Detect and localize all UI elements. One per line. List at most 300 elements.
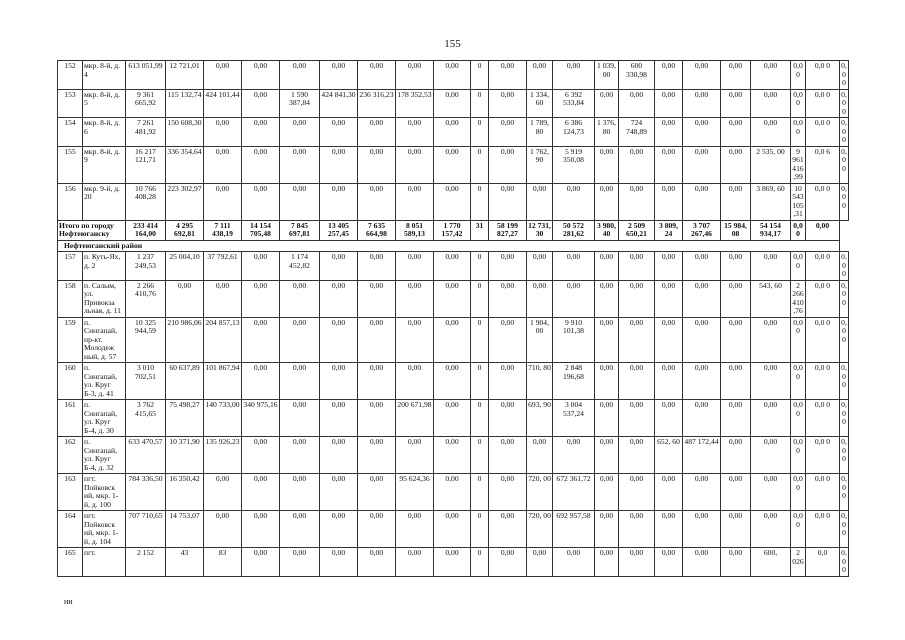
value-cell: 0,00: [721, 511, 751, 548]
value-cell: 0,00: [595, 400, 619, 437]
value-cell: 0,00: [320, 183, 358, 220]
value-cell: 0,00: [320, 511, 358, 548]
value-cell: 0,00: [242, 363, 280, 400]
value-cell: 0,00: [489, 146, 527, 183]
value-cell: 0,00: [434, 89, 471, 118]
address-cell: мкр. 8-й, д. 6: [83, 118, 126, 147]
value-cell: 0,00: [489, 363, 527, 400]
address-cell: мкр. 8-й, д. 5: [83, 89, 126, 118]
value-cell: 0,00: [396, 61, 434, 90]
value-cell: 0,00: [791, 252, 806, 281]
table-row: [58, 252, 849, 281]
row-number: 158: [58, 280, 83, 317]
value-cell: 1 039, 00: [595, 61, 619, 90]
value-cell: 0: [471, 437, 489, 474]
value-cell: 0,00: [721, 61, 751, 90]
value-cell: 720, 00: [527, 474, 553, 511]
address-cell: пгт. Пойковск ий, мкр. 1-й, д. 104: [83, 511, 126, 548]
value-cell: 14 753,07: [166, 511, 204, 548]
value-cell: 613 051,99: [126, 61, 166, 90]
page-number: 155: [444, 38, 461, 50]
value-cell: 0,00: [396, 511, 434, 548]
table-row: [58, 61, 849, 90]
value-cell: 0,00: [841, 89, 847, 116]
value-cell: 0,00: [721, 363, 751, 400]
address-cell: мкр. 9-й, д. 20: [83, 183, 126, 220]
value-cell: 0,00: [204, 183, 242, 220]
value-cell: 0,00: [595, 363, 619, 400]
value-cell: 0: [471, 511, 489, 548]
value-cell: 1 334, 60: [527, 89, 553, 118]
total-value-cell: 0,0 0: [791, 220, 806, 240]
value-cell: 0,00: [280, 363, 320, 400]
value-cell: 0,00: [434, 511, 471, 548]
value-cell: 0,00: [595, 183, 619, 220]
value-cell: 672 361,72: [553, 474, 595, 511]
value-cell: 0,00: [320, 317, 358, 363]
total-label: Итого по городу Нефтеюганску: [58, 220, 126, 240]
address-cell: пгт.: [83, 548, 126, 577]
value-cell: 0,00: [358, 548, 396, 577]
value-cell: 0,00: [721, 89, 751, 118]
value-cell: 0,00: [751, 118, 791, 147]
row-number: 162: [58, 437, 83, 474]
value-cell: 0,00: [840, 474, 849, 511]
value-cell: 135 926,23: [204, 437, 242, 474]
value-cell: 0,00: [721, 280, 751, 317]
value-cell: 0,00: [280, 548, 320, 577]
total-value-cell: 31: [471, 220, 489, 240]
value-cell: 0,00: [655, 118, 683, 147]
value-cell: 0,00: [358, 511, 396, 548]
value-cell: 0,00: [242, 474, 280, 511]
total-value-cell: 14 154 705,48: [242, 220, 280, 240]
address-cell: пгт. Пойковск ий, мкр. 1-й, д. 100: [83, 474, 126, 511]
value-cell: 2 535, 00: [751, 146, 791, 183]
value-cell: 0,00: [655, 61, 683, 90]
value-cell: 0,00: [242, 252, 280, 281]
value-cell: 543, 60: [751, 280, 791, 317]
value-cell: 0,00: [840, 317, 849, 363]
value-cell: 0,00: [396, 118, 434, 147]
value-cell: 0,00: [280, 317, 320, 363]
value-cell: 0,0: [806, 548, 840, 577]
value-cell: 1 904, 00: [527, 317, 553, 363]
value-cell: 600 330,98: [619, 61, 655, 90]
value-cell: 0,00: [791, 437, 806, 474]
value-cell: 0: [471, 363, 489, 400]
value-cell: 0: [471, 252, 489, 281]
value-cell: 0,00: [840, 280, 849, 317]
value-cell: 0: [471, 146, 489, 183]
value-cell: 0,00: [683, 183, 721, 220]
value-cell: 0,00: [751, 511, 791, 548]
value-cell: 0,00: [751, 474, 791, 511]
value-cell: 0,00: [434, 437, 471, 474]
value-cell: 0,00: [553, 183, 595, 220]
value-cell: 0: [471, 183, 489, 220]
total-value-cell: 4 295 692,81: [166, 220, 204, 240]
row-number: 165: [58, 548, 83, 577]
value-cell: 0,00: [489, 511, 527, 548]
total-value-cell: 12 731, 30: [528, 220, 551, 238]
value-cell: 25 004,10: [166, 252, 204, 281]
value-cell: 0,0 0: [806, 252, 840, 281]
total-value-cell: 0,00: [806, 220, 840, 240]
value-cell: 1 762, 90: [527, 146, 553, 183]
value-cell: 0,00: [280, 437, 320, 474]
register-table: [57, 60, 849, 577]
value-cell: 0: [471, 400, 489, 437]
value-cell: 0,00: [751, 363, 791, 400]
value-cell: 0,00: [204, 146, 242, 183]
value-cell: 0,00: [396, 280, 434, 317]
value-cell: 0,00: [655, 317, 683, 363]
value-cell: 0,00: [358, 252, 396, 281]
value-cell: 0,00: [721, 400, 751, 437]
value-cell: 2 266 410,76: [126, 280, 166, 317]
value-cell: 9 910 101,38: [553, 317, 595, 363]
value-cell: 0,00: [489, 252, 527, 281]
value-cell: 0,00: [320, 548, 358, 577]
address-cell: п. Сингапай, ул. Круг Б-3, д. 41: [83, 363, 126, 400]
value-cell: 178 352,53: [396, 89, 434, 118]
value-cell: 0,00: [553, 548, 595, 577]
value-cell: 0,00: [619, 183, 655, 220]
value-cell: 0,00: [751, 437, 791, 474]
section-row: [58, 240, 849, 252]
value-cell: 0,00: [553, 61, 595, 90]
value-cell: 0,00: [840, 146, 849, 183]
value-cell: 0,00: [655, 89, 683, 118]
value-cell: 693, 90: [527, 400, 553, 437]
value-cell: 0,00: [721, 146, 751, 183]
value-cell: 0,00: [527, 183, 553, 220]
value-cell: 336 354,64: [166, 146, 204, 183]
row-number: 153: [58, 89, 83, 118]
value-cell: 0,00: [320, 400, 358, 437]
value-cell: 0,00: [320, 61, 358, 90]
value-cell: 0,00: [595, 89, 619, 118]
value-cell: 0,00: [489, 437, 527, 474]
value-cell: 0,00: [396, 363, 434, 400]
total-value-cell: 3 809, 24: [655, 220, 683, 240]
value-cell: 0,00: [242, 280, 280, 317]
value-cell: 0,00: [619, 89, 655, 118]
value-cell: 43: [166, 548, 204, 577]
value-cell: 692 957,58: [553, 511, 595, 548]
value-cell: 0,00: [683, 61, 721, 90]
value-cell: 0,00: [489, 183, 527, 220]
value-cell: 633 470,57: [126, 437, 166, 474]
table-row: [58, 146, 849, 183]
section-title: Нефтеюганский район: [58, 240, 840, 252]
value-cell: 150 608,30: [166, 118, 204, 147]
value-cell: 0,00: [280, 400, 320, 437]
value-cell: 7 261 481,92: [126, 118, 166, 147]
row-number: 163: [58, 474, 83, 511]
value-cell: 1 174 452,82: [280, 252, 320, 281]
value-cell: 16 350,42: [166, 474, 204, 511]
value-cell: 10 371,90: [166, 437, 204, 474]
value-cell: 0,00: [751, 317, 791, 363]
value-cell: 0,00: [358, 317, 396, 363]
value-cell: 0,00: [204, 61, 242, 90]
value-cell: 0,00: [396, 252, 434, 281]
value-cell: 140 733,00: [204, 400, 242, 437]
table-row: [58, 474, 849, 511]
value-cell: 0,00: [841, 61, 847, 87]
value-cell: 0,00: [358, 280, 396, 317]
value-cell: 0,0 0: [806, 363, 840, 400]
value-cell: 707 710,65: [126, 511, 166, 548]
value-cell: 1 376, 80: [595, 118, 619, 147]
value-cell: 0,00: [840, 183, 849, 220]
value-cell: 0,00: [489, 280, 527, 317]
value-cell: 0,00: [320, 118, 358, 147]
value-cell: 600,: [751, 548, 791, 577]
value-cell: 0,00: [204, 474, 242, 511]
row-number: 156: [58, 183, 83, 220]
row-number: 152: [58, 61, 83, 90]
table-row: [58, 183, 849, 220]
value-cell: 0,00: [489, 317, 527, 363]
value-cell: 0,00: [320, 146, 358, 183]
value-cell: 0,00: [619, 146, 655, 183]
value-cell: 1 590 387,84: [280, 89, 320, 118]
address-cell: мкр. 8-й, д. 9: [83, 146, 126, 183]
value-cell: 0,00: [791, 511, 806, 548]
value-cell: 0,00: [655, 474, 683, 511]
value-cell: 0,00: [683, 317, 721, 363]
value-cell: 0,00: [683, 118, 721, 147]
value-cell: 3 869, 60: [751, 183, 791, 220]
value-cell: 0,00: [841, 118, 847, 144]
value-cell: 0,0 0: [806, 511, 840, 548]
value-cell: 0,00: [655, 548, 683, 577]
address-cell: п. Сингапай, ул. Круг Б-4, д. 30: [83, 400, 126, 437]
value-cell: 0,00: [791, 474, 806, 511]
value-cell: 0,00: [619, 317, 655, 363]
value-cell: 0,00: [791, 363, 806, 400]
value-cell: 0,00: [166, 280, 204, 317]
value-cell: 0,00: [320, 280, 358, 317]
table-row: [58, 317, 849, 363]
value-cell: 0,00: [527, 280, 553, 317]
value-cell: 0,00: [527, 548, 553, 577]
row-number: 160: [58, 363, 83, 400]
value-cell: 0,00: [434, 252, 471, 281]
value-cell: 0,00: [242, 183, 280, 220]
table-row: [58, 89, 849, 118]
value-cell: 0,00: [721, 474, 751, 511]
value-cell: 0,00: [721, 548, 751, 577]
value-cell: 0,00: [280, 474, 320, 511]
value-cell: 2 026: [791, 548, 806, 577]
total-value-cell: 233 414 164,00: [126, 220, 166, 240]
value-cell: 0,00: [751, 61, 791, 90]
total-value-cell: 3 980, 40: [595, 220, 619, 240]
value-cell: 0,00: [840, 511, 849, 548]
value-cell: 0,00: [683, 511, 721, 548]
value-cell: 0,00: [434, 548, 471, 577]
total-value-cell: 7 845 697,81: [280, 220, 320, 240]
value-cell: 0,00: [434, 317, 471, 363]
value-cell: 9 961 416,99: [792, 146, 804, 181]
value-cell: 0,00: [489, 89, 527, 118]
value-cell: 0,00: [683, 252, 721, 281]
value-cell: 0,00: [840, 437, 849, 474]
value-cell: 0,00: [751, 400, 791, 437]
value-cell: 0,00: [204, 280, 242, 317]
value-cell: 0,00: [791, 400, 806, 437]
value-cell: 0,0 6: [806, 146, 840, 183]
value-cell: 0,00: [683, 548, 721, 577]
value-cell: 75 498,27: [166, 400, 204, 437]
value-cell: 0,0 0: [806, 183, 840, 220]
value-cell: 0,0 0: [806, 89, 840, 118]
value-cell: 0,00: [619, 252, 655, 281]
value-cell: 10 766 408,28: [126, 183, 166, 220]
value-cell: 0,00: [242, 146, 280, 183]
value-cell: 0,00: [595, 317, 619, 363]
value-cell: 0,0 0: [806, 400, 840, 437]
footer-note: ии: [64, 597, 73, 606]
value-cell: 16 217 121,71: [126, 146, 166, 183]
value-cell: 0,00: [683, 89, 721, 118]
total-value-cell: 54 154 934,17: [751, 220, 791, 240]
value-cell: 0,00: [791, 89, 806, 118]
value-cell: 424 101,44: [204, 89, 242, 118]
value-cell: 3 004 537,24: [553, 400, 595, 437]
value-cell: 0,00: [655, 183, 683, 220]
value-cell: 0,00: [396, 548, 434, 577]
value-cell: 0,00: [489, 118, 527, 147]
value-cell: 0,00: [489, 548, 527, 577]
value-cell: 0,00: [655, 511, 683, 548]
value-cell: 0,00: [358, 118, 396, 147]
row-number: 164: [58, 511, 83, 548]
value-cell: 0,00: [655, 400, 683, 437]
total-value-cell: 7 635 664,98: [358, 220, 396, 240]
value-cell: 0,00: [320, 474, 358, 511]
value-cell: 0,00: [595, 511, 619, 548]
value-cell: 0,00: [721, 437, 751, 474]
row-number: 159: [58, 317, 83, 363]
value-cell: 0,00: [721, 118, 751, 147]
value-cell: 340 975,16: [242, 400, 280, 437]
value-cell: 0,00: [358, 437, 396, 474]
value-cell: 0: [471, 280, 489, 317]
value-cell: 0,00: [619, 474, 655, 511]
value-cell: 0,00: [595, 474, 619, 511]
value-cell: 2 848 196,68: [553, 363, 595, 400]
value-cell: 0,00: [280, 511, 320, 548]
table-row: [58, 280, 849, 317]
value-cell: 0,00: [204, 118, 242, 147]
value-cell: 0,00: [242, 118, 280, 147]
value-cell: 223 302,97: [166, 183, 204, 220]
value-cell: 424 841,30: [320, 89, 358, 118]
table-row: [58, 437, 849, 474]
table-row: [58, 511, 849, 548]
table-row: [58, 363, 849, 400]
value-cell: 0,0 0: [806, 61, 840, 90]
value-cell: 10 325 944,59: [126, 317, 166, 363]
row-number: 155: [58, 146, 83, 183]
value-cell: 0: [471, 118, 489, 147]
value-cell: 0,00: [242, 61, 280, 90]
value-cell: 0,0 0: [806, 437, 840, 474]
value-cell: 37 792,61: [204, 252, 242, 281]
value-cell: 0,00: [242, 437, 280, 474]
total-row: [58, 220, 849, 240]
value-cell: 0,00: [721, 183, 751, 220]
value-cell: 0,00: [791, 118, 806, 147]
value-cell: 0,00: [242, 511, 280, 548]
value-cell: 0,00: [489, 61, 527, 90]
value-cell: 0,00: [595, 437, 619, 474]
value-cell: 6 386 124,73: [553, 118, 595, 147]
table-row: [58, 548, 849, 577]
value-cell: 115 132,74: [166, 89, 204, 118]
value-cell: 0,00: [791, 61, 806, 90]
value-cell: 0,00: [721, 252, 751, 281]
value-cell: 0,00: [434, 61, 471, 90]
value-cell: 83: [204, 548, 242, 577]
value-cell: 0,00: [619, 280, 655, 317]
value-cell: 0,00: [280, 118, 320, 147]
value-cell: 0,00: [396, 183, 434, 220]
total-value-cell: 13 405 257,45: [320, 220, 358, 240]
value-cell: 0,00: [280, 146, 320, 183]
value-cell: 487 172,44: [683, 437, 721, 474]
value-cell: 0,00: [434, 363, 471, 400]
value-cell: 0,00: [358, 400, 396, 437]
value-cell: 12 721,01: [166, 61, 204, 90]
total-value-cell: 2 509 650,21: [619, 220, 655, 240]
value-cell: 0,00: [434, 474, 471, 511]
value-cell: 0,00: [619, 437, 655, 474]
value-cell: 0,00: [358, 183, 396, 220]
value-cell: 0,00: [320, 252, 358, 281]
value-cell: 0,00: [683, 280, 721, 317]
total-value-cell: 58 199 827,27: [489, 220, 527, 240]
value-cell: 0,00: [619, 511, 655, 548]
value-cell: 0,00: [595, 548, 619, 577]
row-number: 161: [58, 400, 83, 437]
value-cell: 0,00: [751, 89, 791, 118]
value-cell: 0,00: [434, 400, 471, 437]
value-cell: 0,00: [655, 146, 683, 183]
value-cell: 0,00: [595, 252, 619, 281]
value-cell: 236 316,23: [358, 89, 396, 118]
address-cell: п. Сингапай, пр-кт. Молодеж ный, д. 57: [83, 317, 126, 363]
value-cell: 3 762 415,65: [126, 400, 166, 437]
address-cell: п. Куть-Ях, д. 2: [83, 252, 126, 281]
value-cell: 652, 60: [655, 437, 683, 474]
address-cell: п. Сингапай, ул. Круг Б-4, д. 32: [83, 437, 126, 474]
value-cell: 0,00: [840, 363, 849, 400]
value-cell: 0: [471, 317, 489, 363]
value-cell: 0,00: [655, 252, 683, 281]
value-cell: 0,00: [841, 548, 847, 574]
value-cell: 0,00: [320, 437, 358, 474]
value-cell: 0,00: [358, 61, 396, 90]
value-cell: 0,00: [840, 400, 849, 437]
value-cell: 0,00: [434, 280, 471, 317]
value-cell: 0,00: [619, 400, 655, 437]
